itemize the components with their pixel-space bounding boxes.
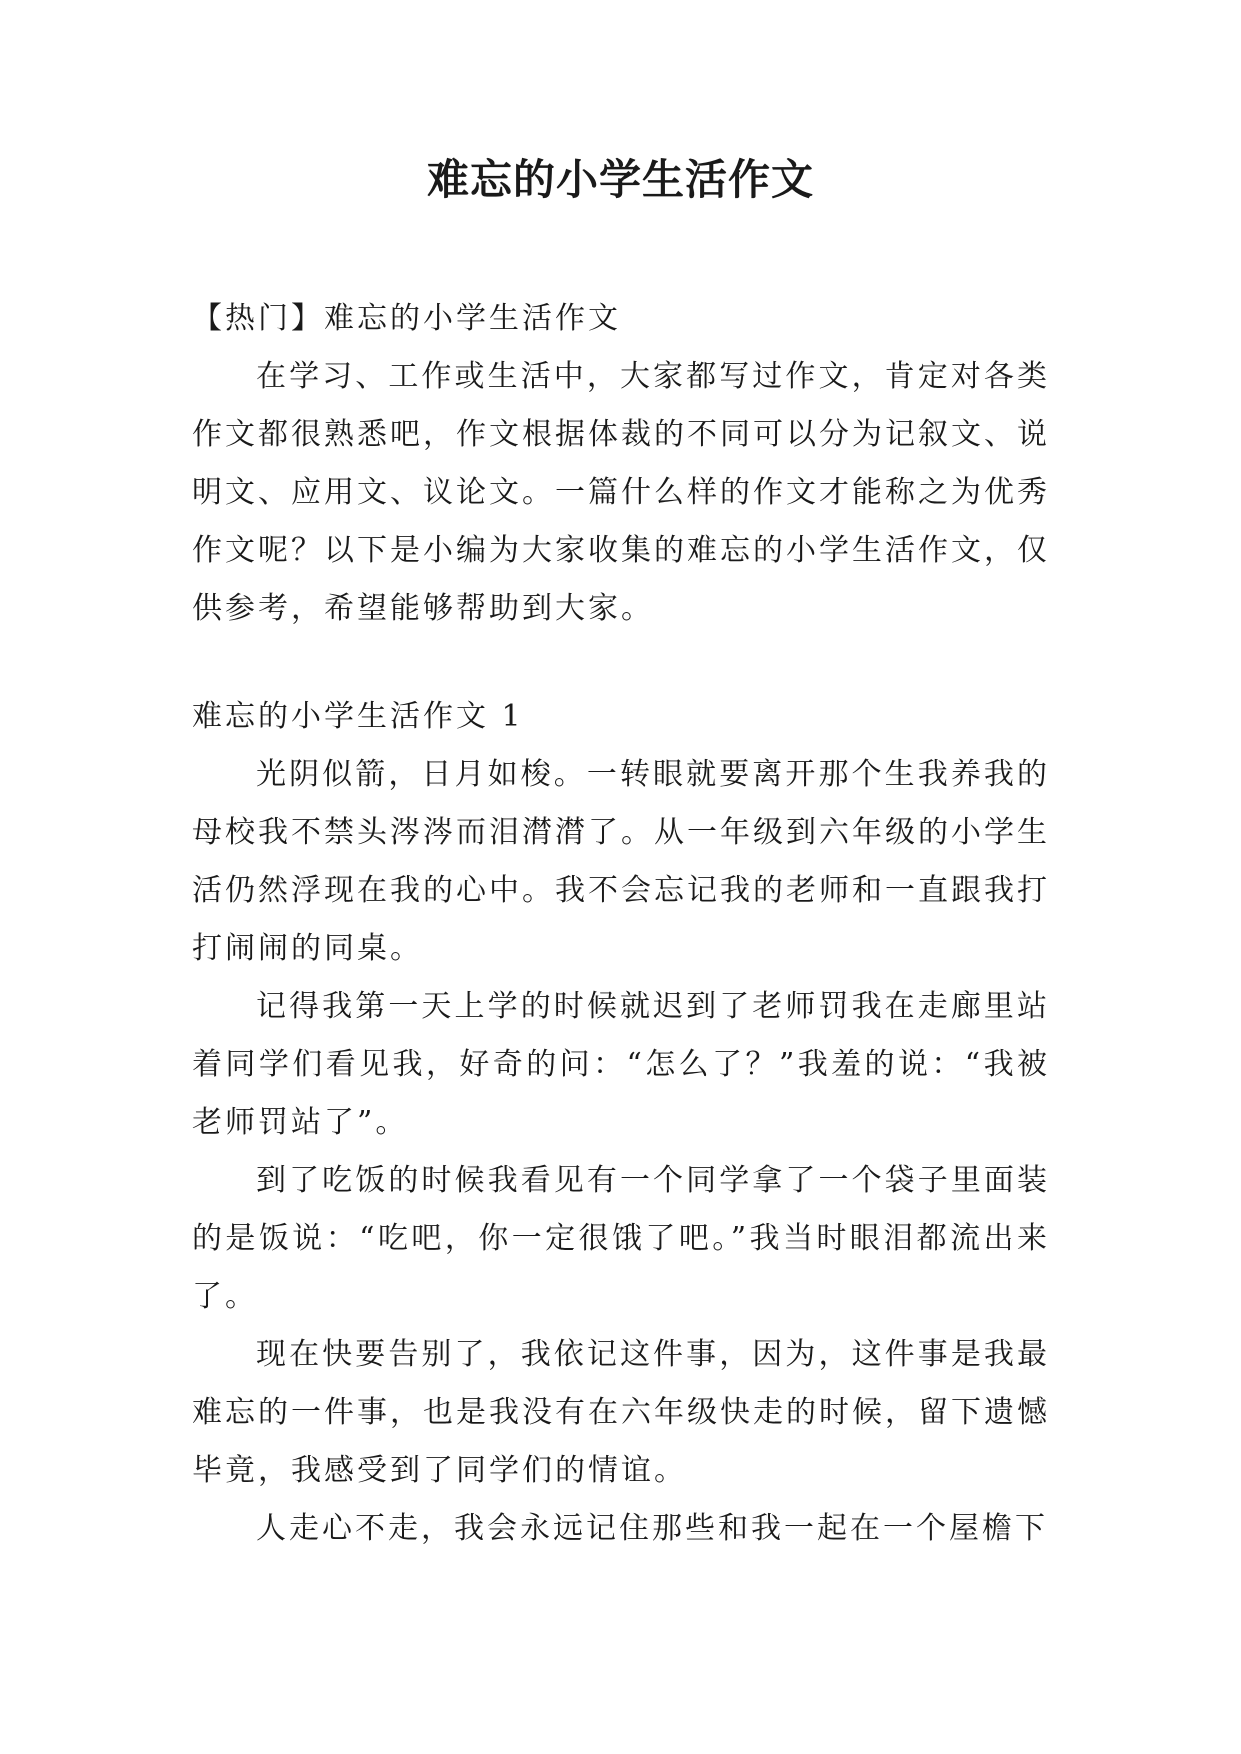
document-body [192, 290, 1050, 1558]
section-spacer [192, 638, 1050, 688]
document-heading: 【热门】难忘的小学生活作文 [192, 301, 621, 336]
essay-paragraph: 到了吃饭的时候我看见有一个同学拿了一个袋子里面装的是饭说：“吃吧，你一定很饿了吧。”我当时眼泪都流出来了。 [192, 1163, 1050, 1314]
essay-paragraph: 光阴似箭，日月如梭。一转眼就要离开那个生我养我的母校我不禁头涔涔而泪潸潸了。从一年级到六年级的小学生活仍然浮现在我的心中。我不会忘记我的老师和一直跟我打打闹闹的同桌。 [192, 757, 1050, 966]
essay-paragraph: 人走心不走，我会永远记住那些和我一起在一个屋檐下 [256, 1511, 1048, 1546]
intro-paragraph: 在学习、工作或生活中，大家都写过作文，肯定对各类作文都很熟悉吧，作文根据体裁的不同可以分为记叙文、说明文、应用文、议论文。一篇什么样的作文才能称之为优秀作文呢？以下是小编为大家收集的难忘的小学生活作文，仅供参考，希望能够帮助到大家。 [192, 359, 1050, 626]
essay-paragraph: 记得我第一天上学的时候就迟到了老师罚我在走廊里站着同学们看见我，好奇的问：“怎么了？”我羞的说：“我被老师罚站了”。 [192, 989, 1050, 1140]
essay-paragraph: 现在快要告别了，我依记这件事，因为，这件事是我最难忘的一件事，也是我没有在六年级快走的时候，留下遗憾毕竟，我感受到了同学们的情谊。 [192, 1337, 1050, 1488]
document-title: 难忘的小学生活作文 [426, 155, 814, 204]
section-title: 难忘的小学生活作文 1 [192, 699, 524, 734]
